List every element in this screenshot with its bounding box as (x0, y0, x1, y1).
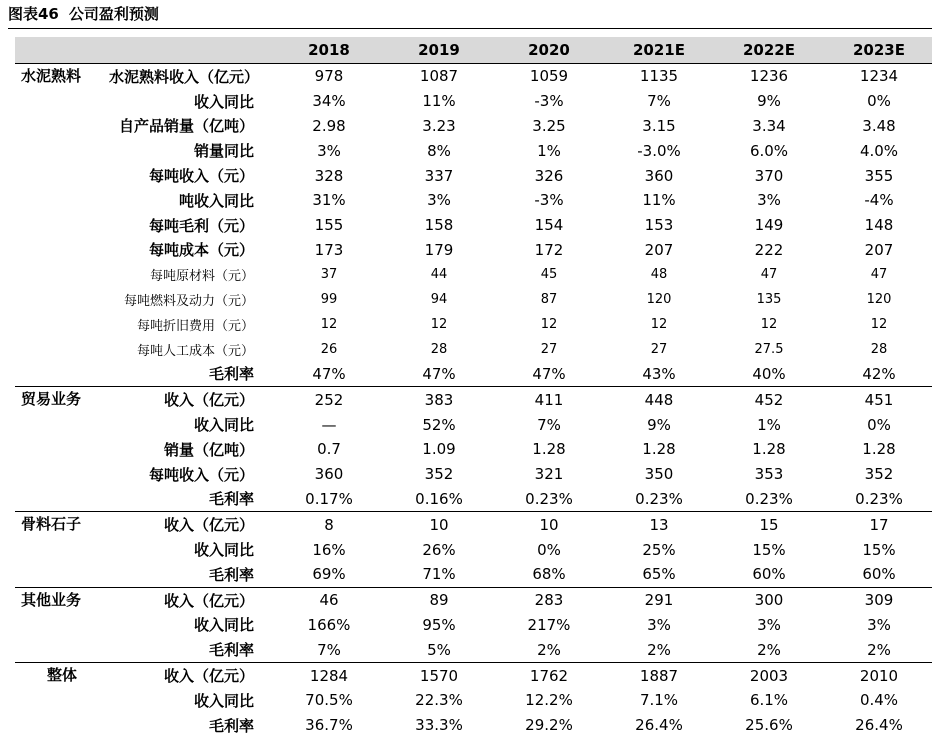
value-cell: 135 (756, 292, 782, 308)
value-cell: 2% (537, 640, 561, 659)
value-cell: 978 (274, 64, 384, 89)
value-cell: 370 (754, 166, 784, 185)
table-row (15, 613, 932, 638)
value-cell: 448 (604, 387, 714, 412)
table-row (15, 114, 932, 139)
value-cell: 0% (537, 540, 561, 559)
value-cell: 12.2% (525, 691, 573, 710)
value-cell: 2% (757, 640, 781, 659)
row-label: 水泥熟料收入（亿元） (109, 64, 274, 89)
value-cell: 149 (754, 216, 784, 235)
value-cell: 155 (314, 216, 344, 235)
row-label: 每吨成本（元） (148, 241, 254, 260)
value-cell: 3.48 (862, 116, 896, 135)
table-row (15, 713, 932, 738)
value-cell: 283 (494, 587, 604, 612)
value-cell: 207 (864, 240, 894, 259)
value-cell: 326 (534, 166, 564, 185)
value-cell: — (321, 415, 337, 434)
row-label: 收入（亿元） (109, 512, 274, 537)
value-cell: 34% (312, 92, 346, 111)
table-header (15, 37, 932, 64)
row-label: 每吨折旧费用（元） (136, 318, 254, 334)
value-cell: 43% (642, 364, 676, 383)
value-cell: 158 (424, 216, 454, 235)
value-cell: 0.23% (525, 489, 573, 508)
value-cell: 99 (320, 292, 338, 308)
forecast-table (15, 37, 932, 738)
value-cell: 1762 (494, 663, 604, 688)
value-cell: 3% (757, 615, 781, 634)
row-label: 收入（亿元） (109, 587, 274, 612)
value-cell: 353 (754, 465, 784, 484)
value-cell: 1135 (604, 64, 714, 89)
value-cell: 95% (422, 615, 456, 634)
value-cell: 3% (757, 191, 781, 210)
value-cell: 47% (532, 364, 566, 383)
value-cell: 2% (867, 640, 891, 659)
value-cell: 26.4% (635, 716, 683, 735)
value-cell: 17 (824, 512, 932, 537)
value-cell: 12 (540, 316, 558, 332)
value-cell: 70.5% (305, 691, 353, 710)
value-cell: 0% (867, 92, 891, 111)
row-label: 毛利率 (208, 565, 254, 584)
value-cell: 89 (384, 587, 494, 612)
row-label: 每吨收入（元） (148, 167, 254, 186)
value-cell: 36.7% (305, 716, 353, 735)
value-cell: 60% (862, 565, 896, 584)
value-cell: 9% (647, 415, 671, 434)
value-cell: 10 (494, 512, 604, 537)
value-cell: 69% (312, 565, 346, 584)
value-cell: 11% (422, 92, 456, 111)
value-cell: 7% (317, 640, 341, 659)
value-cell: 452 (714, 387, 824, 412)
table-row (15, 138, 932, 163)
value-cell: 33.3% (415, 716, 463, 735)
value-cell: 13 (604, 512, 714, 537)
value-cell: 27.5 (754, 341, 784, 357)
row-label: 毛利率 (208, 365, 254, 384)
value-cell: 360 (314, 465, 344, 484)
value-cell: 47% (312, 364, 346, 383)
value-cell: 40% (752, 364, 786, 383)
row-label: 每吨毛利（元） (148, 216, 254, 235)
row-label: 吨收入同比 (178, 191, 254, 210)
value-cell: 154 (534, 216, 564, 235)
table-row (15, 64, 932, 89)
column-header: 2022E (714, 37, 824, 64)
value-cell: 27 (650, 341, 668, 357)
value-cell: 252 (274, 387, 384, 412)
value-cell: 47% (422, 364, 456, 383)
value-cell: 3% (317, 141, 341, 160)
value-cell: 46 (274, 587, 384, 612)
value-cell: 2% (647, 640, 671, 659)
value-cell: 8% (427, 141, 451, 160)
value-cell: -3.0% (637, 141, 681, 160)
value-cell: 9% (757, 92, 781, 111)
value-cell: 173 (314, 240, 344, 259)
value-cell: 352 (864, 465, 894, 484)
value-cell: 166% (307, 615, 351, 634)
value-cell: 0% (867, 415, 891, 434)
table-row (15, 262, 932, 287)
value-cell: 120 (646, 292, 672, 308)
segment-label: 其他业务 (15, 587, 109, 662)
title-divider (8, 28, 932, 29)
value-cell: 1.28 (752, 440, 786, 459)
value-cell: 60% (752, 565, 786, 584)
table-row (15, 287, 932, 312)
value-cell: 47 (760, 267, 778, 283)
value-cell: 12 (650, 316, 668, 332)
value-cell: 1059 (494, 64, 604, 89)
value-cell: 5% (427, 640, 451, 659)
value-cell: 1236 (714, 64, 824, 89)
column-header: 2019 (384, 37, 494, 64)
value-cell: 27 (540, 341, 558, 357)
value-cell: 1% (757, 415, 781, 434)
row-label: 毛利率 (208, 716, 254, 735)
value-cell: 12 (870, 316, 888, 332)
value-cell: 352 (424, 465, 454, 484)
value-cell: 12 (430, 316, 448, 332)
row-label: 收入（亿元） (109, 387, 274, 412)
value-cell: 37 (320, 267, 338, 283)
column-header: 2021E (604, 37, 714, 64)
table-row (15, 337, 932, 362)
value-cell: -3% (534, 92, 564, 111)
segment-label: 骨料石子 (15, 512, 109, 587)
value-cell: 7.1% (639, 691, 679, 710)
table-row (15, 312, 932, 337)
row-label: 毛利率 (208, 641, 254, 660)
figure-number: 图表46 (8, 5, 59, 23)
value-cell: 15% (752, 540, 786, 559)
row-label: 销量（亿吨） (163, 440, 254, 459)
value-cell: 291 (604, 587, 714, 612)
value-cell: 44 (430, 267, 448, 283)
value-cell: 350 (644, 465, 674, 484)
value-cell: 12 (320, 316, 338, 332)
value-cell: 300 (714, 587, 824, 612)
value-cell: 153 (644, 216, 674, 235)
column-header: 2018 (274, 37, 384, 64)
header-item-cell (109, 37, 274, 64)
row-label: 收入同比 (193, 416, 254, 435)
table-row (15, 387, 932, 412)
table-row (15, 238, 932, 263)
value-cell: -3% (534, 191, 564, 210)
table-row (15, 512, 932, 537)
value-cell: 65% (642, 565, 676, 584)
value-cell: 355 (864, 166, 894, 185)
table-row (15, 587, 932, 612)
value-cell: 309 (824, 587, 932, 612)
value-cell: 15 (714, 512, 824, 537)
table-row (15, 537, 932, 562)
value-cell: 120 (866, 292, 892, 308)
row-label: 销量同比 (193, 142, 254, 161)
value-cell: 0.16% (415, 489, 463, 508)
value-cell: 3.23 (422, 116, 456, 135)
value-cell: 2.98 (312, 116, 346, 135)
segment-label: 水泥熟料 (15, 64, 109, 387)
table-body (15, 64, 932, 738)
value-cell: 12 (760, 316, 778, 332)
row-label: 自产品销量（亿吨） (118, 117, 254, 136)
row-label: 收入同比 (193, 691, 254, 710)
value-cell: 0.23% (635, 489, 683, 508)
table-row (15, 362, 932, 387)
value-cell: 0.7 (317, 440, 341, 459)
column-header: 2020 (494, 37, 604, 64)
value-cell: 1570 (384, 663, 494, 688)
value-cell: 28 (430, 341, 448, 357)
value-cell: 1234 (824, 64, 932, 89)
value-cell: 148 (864, 216, 894, 235)
value-cell: 1087 (384, 64, 494, 89)
value-cell: 411 (494, 387, 604, 412)
value-cell: 451 (824, 387, 932, 412)
value-cell: 217% (527, 615, 571, 634)
segment-label: 贸易业务 (15, 387, 109, 512)
value-cell: 8 (274, 512, 384, 537)
value-cell: 3% (867, 615, 891, 634)
table-row (15, 688, 932, 713)
table-row (15, 213, 932, 238)
value-cell: 22.3% (415, 691, 463, 710)
value-cell: 26.4% (855, 716, 903, 735)
value-cell: 15% (862, 540, 896, 559)
value-cell: 1.28 (532, 440, 566, 459)
value-cell: 94 (430, 292, 448, 308)
value-cell: 6.1% (749, 691, 789, 710)
value-cell: 42% (862, 364, 896, 383)
row-label: 收入同比 (193, 541, 254, 560)
value-cell: 4.0% (859, 141, 899, 160)
table-row (15, 562, 932, 587)
value-cell: 1% (537, 141, 561, 160)
value-cell: 3.25 (532, 116, 566, 135)
value-cell: 29.2% (525, 716, 573, 735)
value-cell: 1.28 (642, 440, 676, 459)
row-label: 每吨燃料及动力（元） (123, 294, 254, 310)
table-row (15, 412, 932, 437)
value-cell: 222 (754, 240, 784, 259)
row-label: 收入（亿元） (109, 663, 274, 688)
header-segment-cell (15, 37, 109, 64)
value-cell: 87 (540, 292, 558, 308)
value-cell: 2003 (714, 663, 824, 688)
value-cell: 26 (320, 341, 338, 357)
table-row (15, 637, 932, 662)
value-cell: 2010 (824, 663, 932, 688)
column-header: 2023E (824, 37, 932, 64)
value-cell: 47 (870, 267, 888, 283)
value-cell: 207 (644, 240, 674, 259)
table-row (15, 487, 932, 512)
value-cell: 0.23% (745, 489, 793, 508)
value-cell: 28 (870, 341, 888, 357)
value-cell: 10 (384, 512, 494, 537)
value-cell: 6.0% (749, 141, 789, 160)
value-cell: 7% (537, 415, 561, 434)
value-cell: 321 (534, 465, 564, 484)
value-cell: 16% (312, 540, 346, 559)
value-cell: 1.28 (862, 440, 896, 459)
value-cell: 3.34 (752, 116, 786, 135)
table-row (15, 188, 932, 213)
value-cell: 31% (312, 191, 346, 210)
value-cell: 7% (647, 92, 671, 111)
value-cell: 25.6% (745, 716, 793, 735)
value-cell: 0.23% (855, 489, 903, 508)
value-cell: 1.09 (422, 440, 456, 459)
row-label: 毛利率 (208, 490, 254, 509)
figure-title (8, 2, 159, 26)
table-row (15, 163, 932, 188)
value-cell: 337 (424, 166, 454, 185)
row-label: 每吨收入（元） (148, 465, 254, 484)
row-label: 收入同比 (193, 92, 254, 111)
value-cell: 45 (540, 267, 558, 283)
table-row (15, 462, 932, 487)
value-cell: 179 (424, 240, 454, 259)
figure-caption: 公司盈利预测 (68, 5, 159, 23)
value-cell: 3% (427, 191, 451, 210)
value-cell: 25% (642, 540, 676, 559)
value-cell: 68% (532, 565, 566, 584)
value-cell: 71% (422, 565, 456, 584)
row-label: 收入同比 (193, 616, 254, 635)
value-cell: 0.4% (859, 691, 899, 710)
table-row (15, 437, 932, 462)
row-label: 每吨人工成本（元） (136, 343, 254, 359)
table-row (15, 663, 932, 688)
value-cell: 3% (647, 615, 671, 634)
value-cell: 360 (644, 166, 674, 185)
value-cell: 0.17% (305, 489, 353, 508)
value-cell: 1284 (274, 663, 384, 688)
value-cell: 328 (314, 166, 344, 185)
segment-label: 整体 (15, 663, 109, 738)
value-cell: 172 (534, 240, 564, 259)
value-cell: 48 (650, 267, 668, 283)
row-label: 每吨原材料（元） (149, 269, 254, 285)
value-cell: 11% (642, 191, 676, 210)
value-cell: 52% (422, 415, 456, 434)
value-cell: 26% (422, 540, 456, 559)
table-row (15, 89, 932, 114)
value-cell: 1887 (604, 663, 714, 688)
value-cell: -4% (864, 191, 894, 210)
value-cell: 3.15 (642, 116, 676, 135)
header-row (15, 37, 932, 64)
value-cell: 383 (384, 387, 494, 412)
